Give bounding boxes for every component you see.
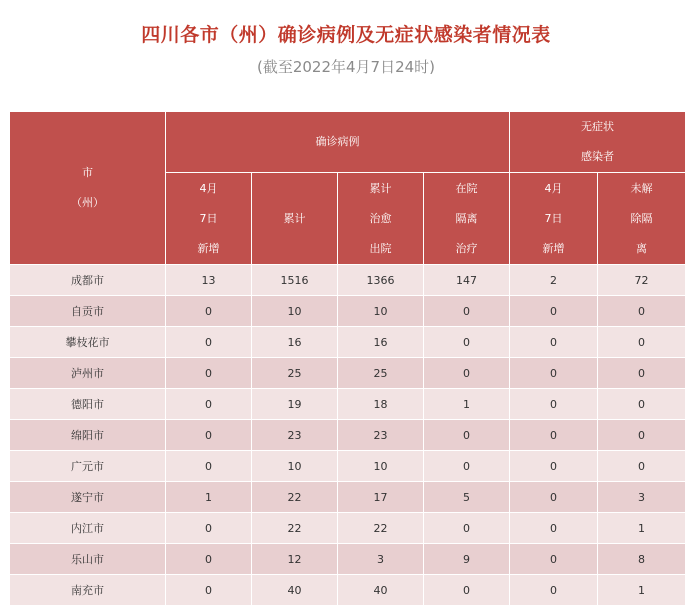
- cell-hospital: 0: [424, 296, 510, 327]
- cell-total: 22: [252, 482, 338, 513]
- covid-cases-table: [9, 111, 686, 606]
- table-row: [10, 389, 686, 420]
- cell-new: 0: [166, 544, 252, 575]
- cell-cured: 25: [338, 358, 424, 389]
- table-row: [10, 544, 686, 575]
- cell-hospital: 0: [424, 451, 510, 482]
- header-text: 累计: [369, 181, 392, 195]
- cell-city: 南充市: [10, 575, 166, 606]
- cell-asym-new: 0: [510, 451, 598, 482]
- cell-asym-isolated: 0: [598, 296, 686, 327]
- cell-total: 10: [252, 296, 338, 327]
- cell-new: 0: [166, 513, 252, 544]
- cell-asym-isolated: 0: [598, 358, 686, 389]
- table-row: [10, 327, 686, 358]
- cell-asym-isolated: 8: [598, 544, 686, 575]
- header-text: 新增: [542, 241, 565, 255]
- header-text: 在院: [455, 181, 478, 195]
- header-confirmed-group: 确诊病例: [166, 112, 510, 173]
- cell-new: 0: [166, 420, 252, 451]
- cell-cured: 40: [338, 575, 424, 606]
- header-text: 隔离: [455, 211, 478, 225]
- cell-asym-new: 0: [510, 296, 598, 327]
- table-row: [10, 420, 686, 451]
- cell-cured: 22: [338, 513, 424, 544]
- header-text: 新增: [197, 241, 220, 255]
- table-row: [10, 451, 686, 482]
- header-text: 4月: [199, 181, 218, 195]
- table-body: [10, 265, 686, 606]
- table-row: [10, 575, 686, 606]
- header-asym-new: [510, 173, 598, 265]
- header-text: 治疗: [455, 241, 478, 255]
- cell-new: 0: [166, 327, 252, 358]
- cell-asym-new: 0: [510, 358, 598, 389]
- cell-hospital: 0: [424, 513, 510, 544]
- header-asym-line2: 感染者: [581, 150, 614, 163]
- cell-hospital: 1: [424, 389, 510, 420]
- header-confirmed-cured: [338, 173, 424, 265]
- cell-cured: 1366: [338, 265, 424, 296]
- cell-asym-new: 0: [510, 544, 598, 575]
- cell-city: 成都市: [10, 265, 166, 296]
- header-text: 治愈: [369, 211, 392, 225]
- cell-total: 1516: [252, 265, 338, 296]
- header-city: [10, 112, 166, 265]
- cell-city: 绵阳市: [10, 420, 166, 451]
- cell-asym-new: 0: [510, 420, 598, 451]
- cell-hospital: 0: [424, 358, 510, 389]
- cell-asym-new: 0: [510, 327, 598, 358]
- cell-asym-new: 0: [510, 575, 598, 606]
- header-city-line2: （州）: [71, 196, 104, 209]
- cell-new: 0: [166, 389, 252, 420]
- cell-total: 10: [252, 451, 338, 482]
- header-confirmed-hospital: [424, 173, 510, 265]
- cell-hospital: 0: [424, 575, 510, 606]
- header-text: 4月: [544, 181, 563, 195]
- header-asymptomatic-group: [510, 112, 686, 173]
- page-subtitle: (截至2022年4月7日24时): [256, 58, 436, 76]
- cell-new: 0: [166, 451, 252, 482]
- page-title: 四川各市（州）确诊病例及无症状感染者情况表: [141, 24, 551, 46]
- cell-asym-isolated: 0: [598, 420, 686, 451]
- table-row: [10, 296, 686, 327]
- cell-new: 0: [166, 358, 252, 389]
- cell-cured: 23: [338, 420, 424, 451]
- cell-asym-new: 2: [510, 265, 598, 296]
- cell-total: 16: [252, 327, 338, 358]
- header-asym-unreleased: [598, 173, 686, 265]
- table-row: [10, 482, 686, 513]
- cell-asym-isolated: 1: [598, 513, 686, 544]
- cell-city: 泸州市: [10, 358, 166, 389]
- cell-new: 0: [166, 575, 252, 606]
- cell-new: 0: [166, 296, 252, 327]
- table-row: [10, 265, 686, 296]
- cell-hospital: 0: [424, 420, 510, 451]
- cell-hospital: 0: [424, 327, 510, 358]
- cell-new: 13: [166, 265, 252, 296]
- cell-cured: 17: [338, 482, 424, 513]
- cell-hospital: 9: [424, 544, 510, 575]
- cell-cured: 16: [338, 327, 424, 358]
- header-text: 除隔: [630, 211, 653, 225]
- cell-total: 40: [252, 575, 338, 606]
- cell-city: 广元市: [10, 451, 166, 482]
- cell-asym-new: 0: [510, 513, 598, 544]
- cell-asym-isolated: 0: [598, 389, 686, 420]
- table-row: [10, 358, 686, 389]
- cell-cured: 10: [338, 451, 424, 482]
- header-city-line1: 市: [82, 166, 93, 179]
- cell-new: 1: [166, 482, 252, 513]
- cell-asym-isolated: 0: [598, 327, 686, 358]
- cell-total: 25: [252, 358, 338, 389]
- header-asym-line1: 无症状: [581, 120, 614, 133]
- cell-cured: 18: [338, 389, 424, 420]
- cell-asym-isolated: 72: [598, 265, 686, 296]
- cell-total: 12: [252, 544, 338, 575]
- cell-asym-new: 0: [510, 389, 598, 420]
- table-row: [10, 513, 686, 544]
- header-text: 出院: [369, 241, 392, 255]
- cell-city: 内江市: [10, 513, 166, 544]
- cell-asym-isolated: 1: [598, 575, 686, 606]
- cell-asym-isolated: 0: [598, 451, 686, 482]
- cell-asym-isolated: 3: [598, 482, 686, 513]
- header-text: 7日: [199, 211, 218, 225]
- cell-hospital: 147: [424, 265, 510, 296]
- cell-cured: 3: [338, 544, 424, 575]
- cell-total: 22: [252, 513, 338, 544]
- cell-asym-new: 0: [510, 482, 598, 513]
- cell-cured: 10: [338, 296, 424, 327]
- cell-city: 德阳市: [10, 389, 166, 420]
- header-text: 7日: [544, 211, 563, 225]
- header-confirmed-total: 累计: [252, 173, 338, 265]
- cell-hospital: 5: [424, 482, 510, 513]
- cell-total: 19: [252, 389, 338, 420]
- header-text: 离: [636, 241, 647, 255]
- cell-city: 乐山市: [10, 544, 166, 575]
- cell-city: 攀枝花市: [10, 327, 166, 358]
- cell-total: 23: [252, 420, 338, 451]
- header-text: 未解: [630, 181, 653, 195]
- cell-city: 自贡市: [10, 296, 166, 327]
- cell-city: 遂宁市: [10, 482, 166, 513]
- header-confirmed-new: [166, 173, 252, 265]
